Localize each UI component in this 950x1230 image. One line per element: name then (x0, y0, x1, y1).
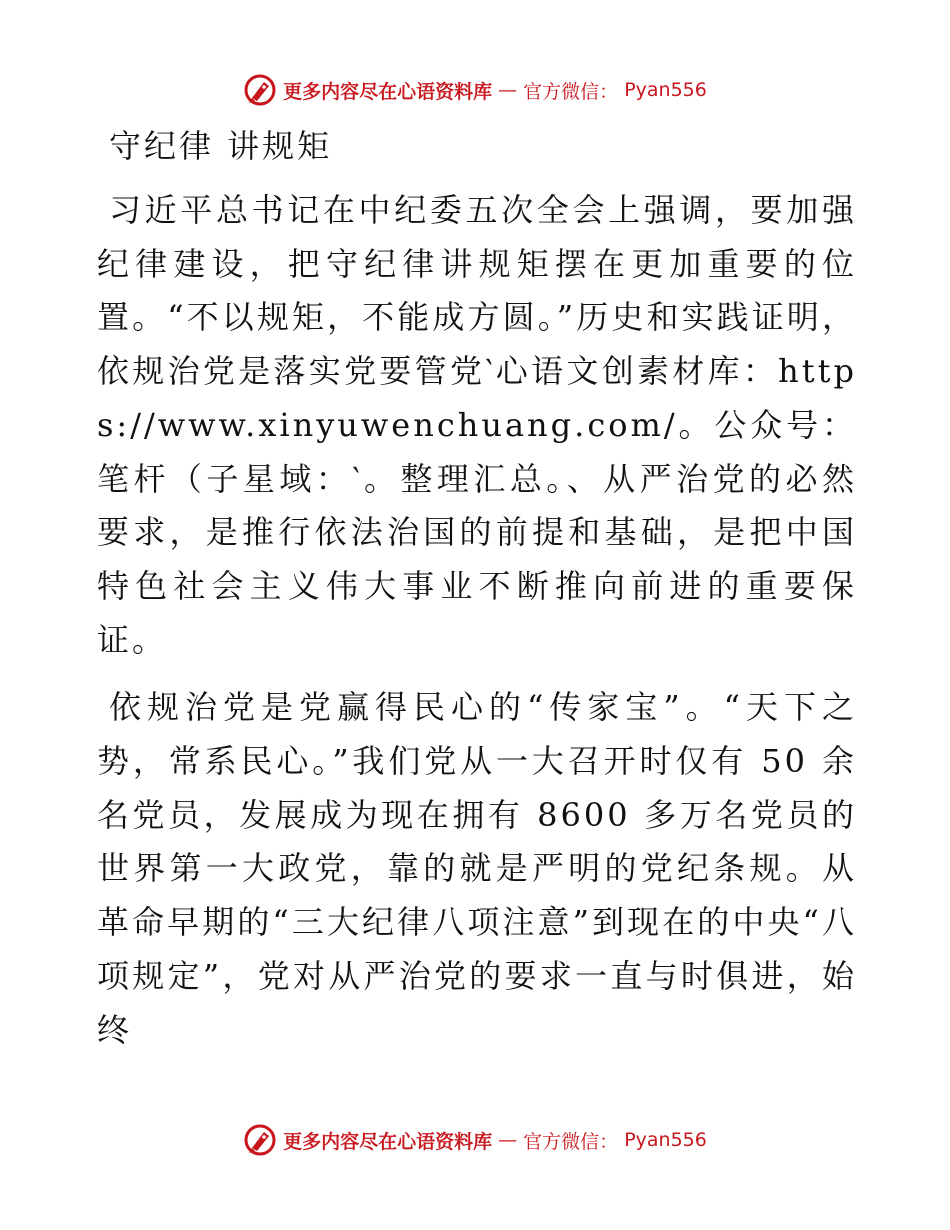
watermark-separator: — (498, 79, 518, 101)
watermark-separator: — (498, 1129, 518, 1151)
header-watermark (0, 72, 950, 108)
document-body (97, 122, 857, 1071)
paragraph-2: 依规治党是党赢得民心的“传家宝”。“天下之势，常系民心。”我们党从一大召开时仅有 50 余名党员，发展成为现在拥有 8600 多万名党员的世界第一大政党，靠的就是严明的党纪条规。从革命早期的“三大纪律八项注意”到现在的中央“八项规定”，党对从严治党的要求一直与时俱进，始终 (97, 688, 857, 1049)
pen-nib-circle-icon (243, 73, 277, 107)
watermark-official-label: 官方微信： (523, 1130, 619, 1153)
watermark-official-label: 官方微信： (523, 80, 619, 103)
document-title: 守纪律 讲规矩 (109, 127, 333, 165)
watermark-brand: 更多内容尽在心语资料库 (283, 1130, 493, 1153)
watermark-brand: 更多内容尽在心语资料库 (283, 80, 493, 103)
footer-watermark (0, 1122, 950, 1158)
watermark-wechat-id: Pyan556 (624, 1129, 707, 1151)
pen-nib-circle-icon (243, 1123, 277, 1157)
watermark-wechat-id: Pyan556 (624, 79, 707, 101)
paragraph-1: 习近平总书记在中纪委五次全会上强调，要加强纪律建设，把守纪律讲规矩摆在更加重要的位置。“不以规矩，不能成方圆。”历史和实践证明，依规治党是落实党要管党‵心语文创素材库：https://www.xinyuwenchuang.com/。公众号：笔杆（子星域：‵。整理汇总。、从严治党的必然要求，是推行依法治国的前提和基础，是把中国特色社会主义伟大事业不断推向前进的重要保证。 (97, 191, 857, 659)
